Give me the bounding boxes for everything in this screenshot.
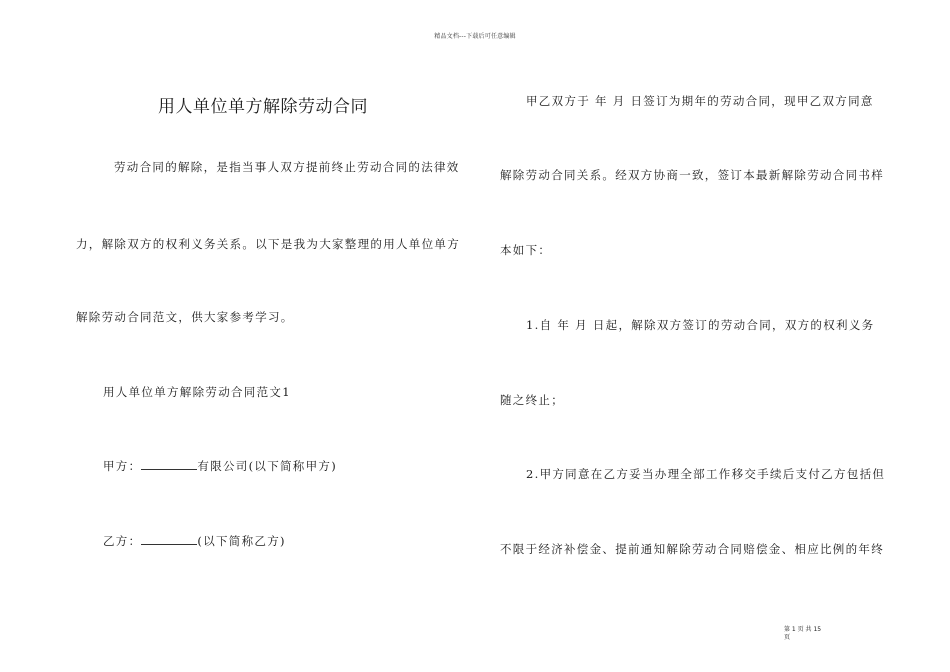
party-a-line [103,459,337,473]
party-a-suffix: 有限公司(以下简称甲方) [197,459,337,473]
party-b-blank [141,534,197,545]
intro-paragraph-line-2: 力，解除双方的权利义务关系。以下是我为大家整理的用人单位单方 [76,237,460,251]
agreement-line-3: 本如下： [500,243,552,257]
party-a-label: 甲方： [103,459,142,473]
party-b-line [103,534,286,548]
clause-1-line-1: 1.自 年 月 日起，解除双方签订的劳动合同，双方的权利义务 [526,318,875,332]
sample-heading: 用人单位单方解除劳动合同范文1 [103,385,291,399]
document-title: 用人单位单方解除劳动合同 [158,97,368,117]
clause-2-line-1: 2.甲方同意在乙方妥当办理全部工作移交手续后支付乙方包括但 [526,467,886,481]
agreement-line-1: 甲乙双方于 年 月 日签订为期年的劳动合同，现甲乙双方同意 [526,94,874,108]
party-b-label: 乙方： [103,534,142,548]
page-number-line-2: 页 [784,634,791,641]
party-a-blank [141,459,197,470]
clause-1-line-2: 随之终止； [500,393,564,407]
page-number-line-1: 第 1 页 共 15 [784,626,822,633]
header-note: 精品文档---下载后可任意编辑 [434,33,516,40]
page-number [784,626,834,642]
agreement-line-2: 解除劳动合同关系。经双方协商一致，签订本最新解除劳动合同书样 [500,168,884,182]
party-b-suffix: (以下简称乙方) [197,534,286,548]
intro-paragraph-line-1: 劳动合同的解除，是指当事人双方提前终止劳动合同的法律效 [114,160,460,174]
intro-paragraph-line-3: 解除劳动合同范文，供大家参考学习。 [76,310,294,324]
clause-2-line-2: 不限于经济补偿金、提前通知解除劳动合同赔偿金、相应比例的年终 [500,542,884,556]
